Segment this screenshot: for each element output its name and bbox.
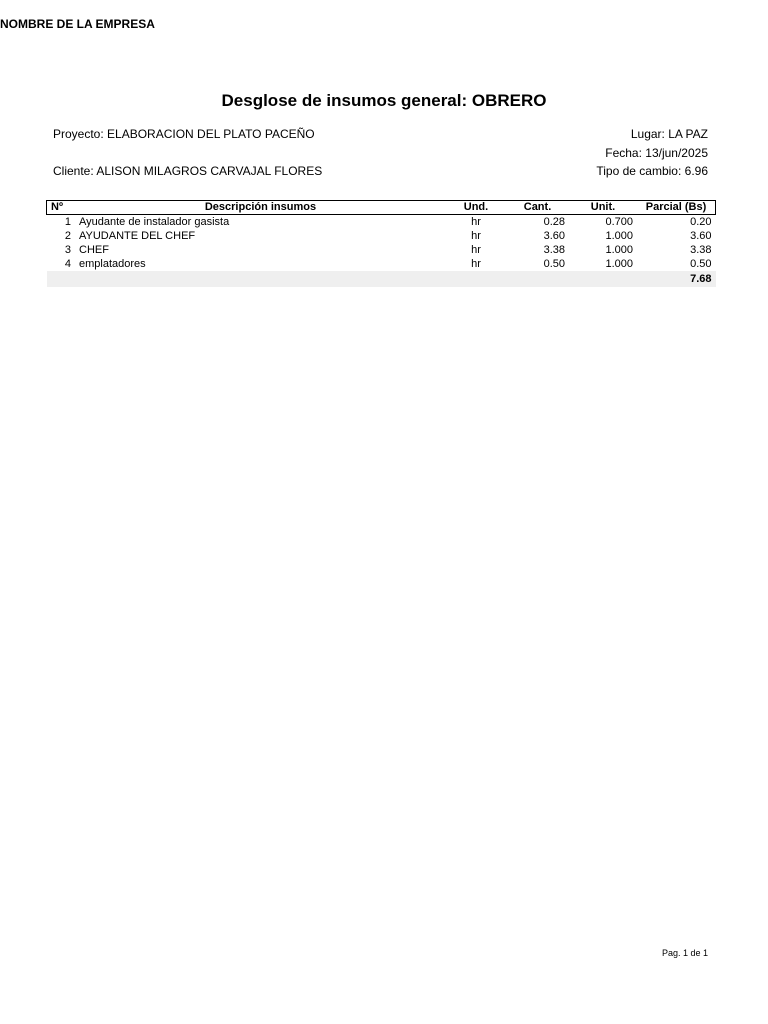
row-unit-price: 1.000 xyxy=(605,244,633,256)
table-row xyxy=(47,229,716,243)
row-num: 1 xyxy=(64,216,71,228)
header-num: Nº xyxy=(47,201,76,215)
place-label: Lugar: LA PAZ xyxy=(630,127,708,141)
row-num: 4 xyxy=(64,258,71,270)
row-num: 2 xyxy=(64,230,71,242)
row-unit-measure: hr xyxy=(471,216,481,228)
project-label: Proyecto: ELABORACION DEL PLATO PACEÑO xyxy=(53,127,315,141)
row-num: 3 xyxy=(64,244,71,256)
row-unit-measure: hr xyxy=(471,230,481,242)
total-value: 7.68 xyxy=(637,271,716,287)
row-partial: 3.60 xyxy=(690,230,712,242)
table-row xyxy=(47,215,716,230)
row-partial: 3.38 xyxy=(690,244,712,256)
page-number: Pag. 1 de 1 xyxy=(661,948,708,958)
document-title: Desglose de insumos general: OBRERO xyxy=(221,91,547,110)
row-description: AYUDANTE DEL CHEF xyxy=(79,230,196,242)
row-quantity: 0.50 xyxy=(543,258,565,270)
row-unit-price: 0.700 xyxy=(605,216,633,228)
row-unit-price: 1.000 xyxy=(605,258,633,270)
row-description: Ayudante de instalador gasista xyxy=(79,216,230,228)
total-spacer xyxy=(47,271,638,287)
date-label: Fecha: 13/jun/2025 xyxy=(605,146,708,160)
client-label: Cliente: ALISON MILAGROS CARVAJAL FLORES xyxy=(53,164,323,178)
row-description: emplatadores xyxy=(79,258,146,270)
row-unit-measure: hr xyxy=(471,244,481,256)
row-partial: 0.20 xyxy=(690,216,712,228)
header-description: Descripción insumos xyxy=(75,201,446,215)
total-row xyxy=(47,271,716,287)
table-header-row xyxy=(47,201,716,215)
row-unit-measure: hr xyxy=(471,258,481,270)
header-partial: Parcial (Bs) xyxy=(637,201,716,215)
supplies-table xyxy=(46,200,716,287)
row-description: CHEF xyxy=(79,244,109,256)
row-quantity: 3.38 xyxy=(543,244,565,256)
exchange-rate-label: Tipo de cambio: 6.96 xyxy=(596,164,708,178)
row-quantity: 3.60 xyxy=(543,230,565,242)
row-unit-price: 1.000 xyxy=(605,230,633,242)
header-unit-price: Unit. xyxy=(569,201,637,215)
header-unit-measure: Und. xyxy=(446,201,506,215)
table-row xyxy=(47,257,716,271)
table-row xyxy=(47,243,716,257)
company-name: NOMBRE DE LA EMPRESA xyxy=(0,17,155,31)
row-quantity: 0.28 xyxy=(543,216,565,228)
row-partial: 0.50 xyxy=(690,258,712,270)
header-quantity: Cant. xyxy=(506,201,569,215)
